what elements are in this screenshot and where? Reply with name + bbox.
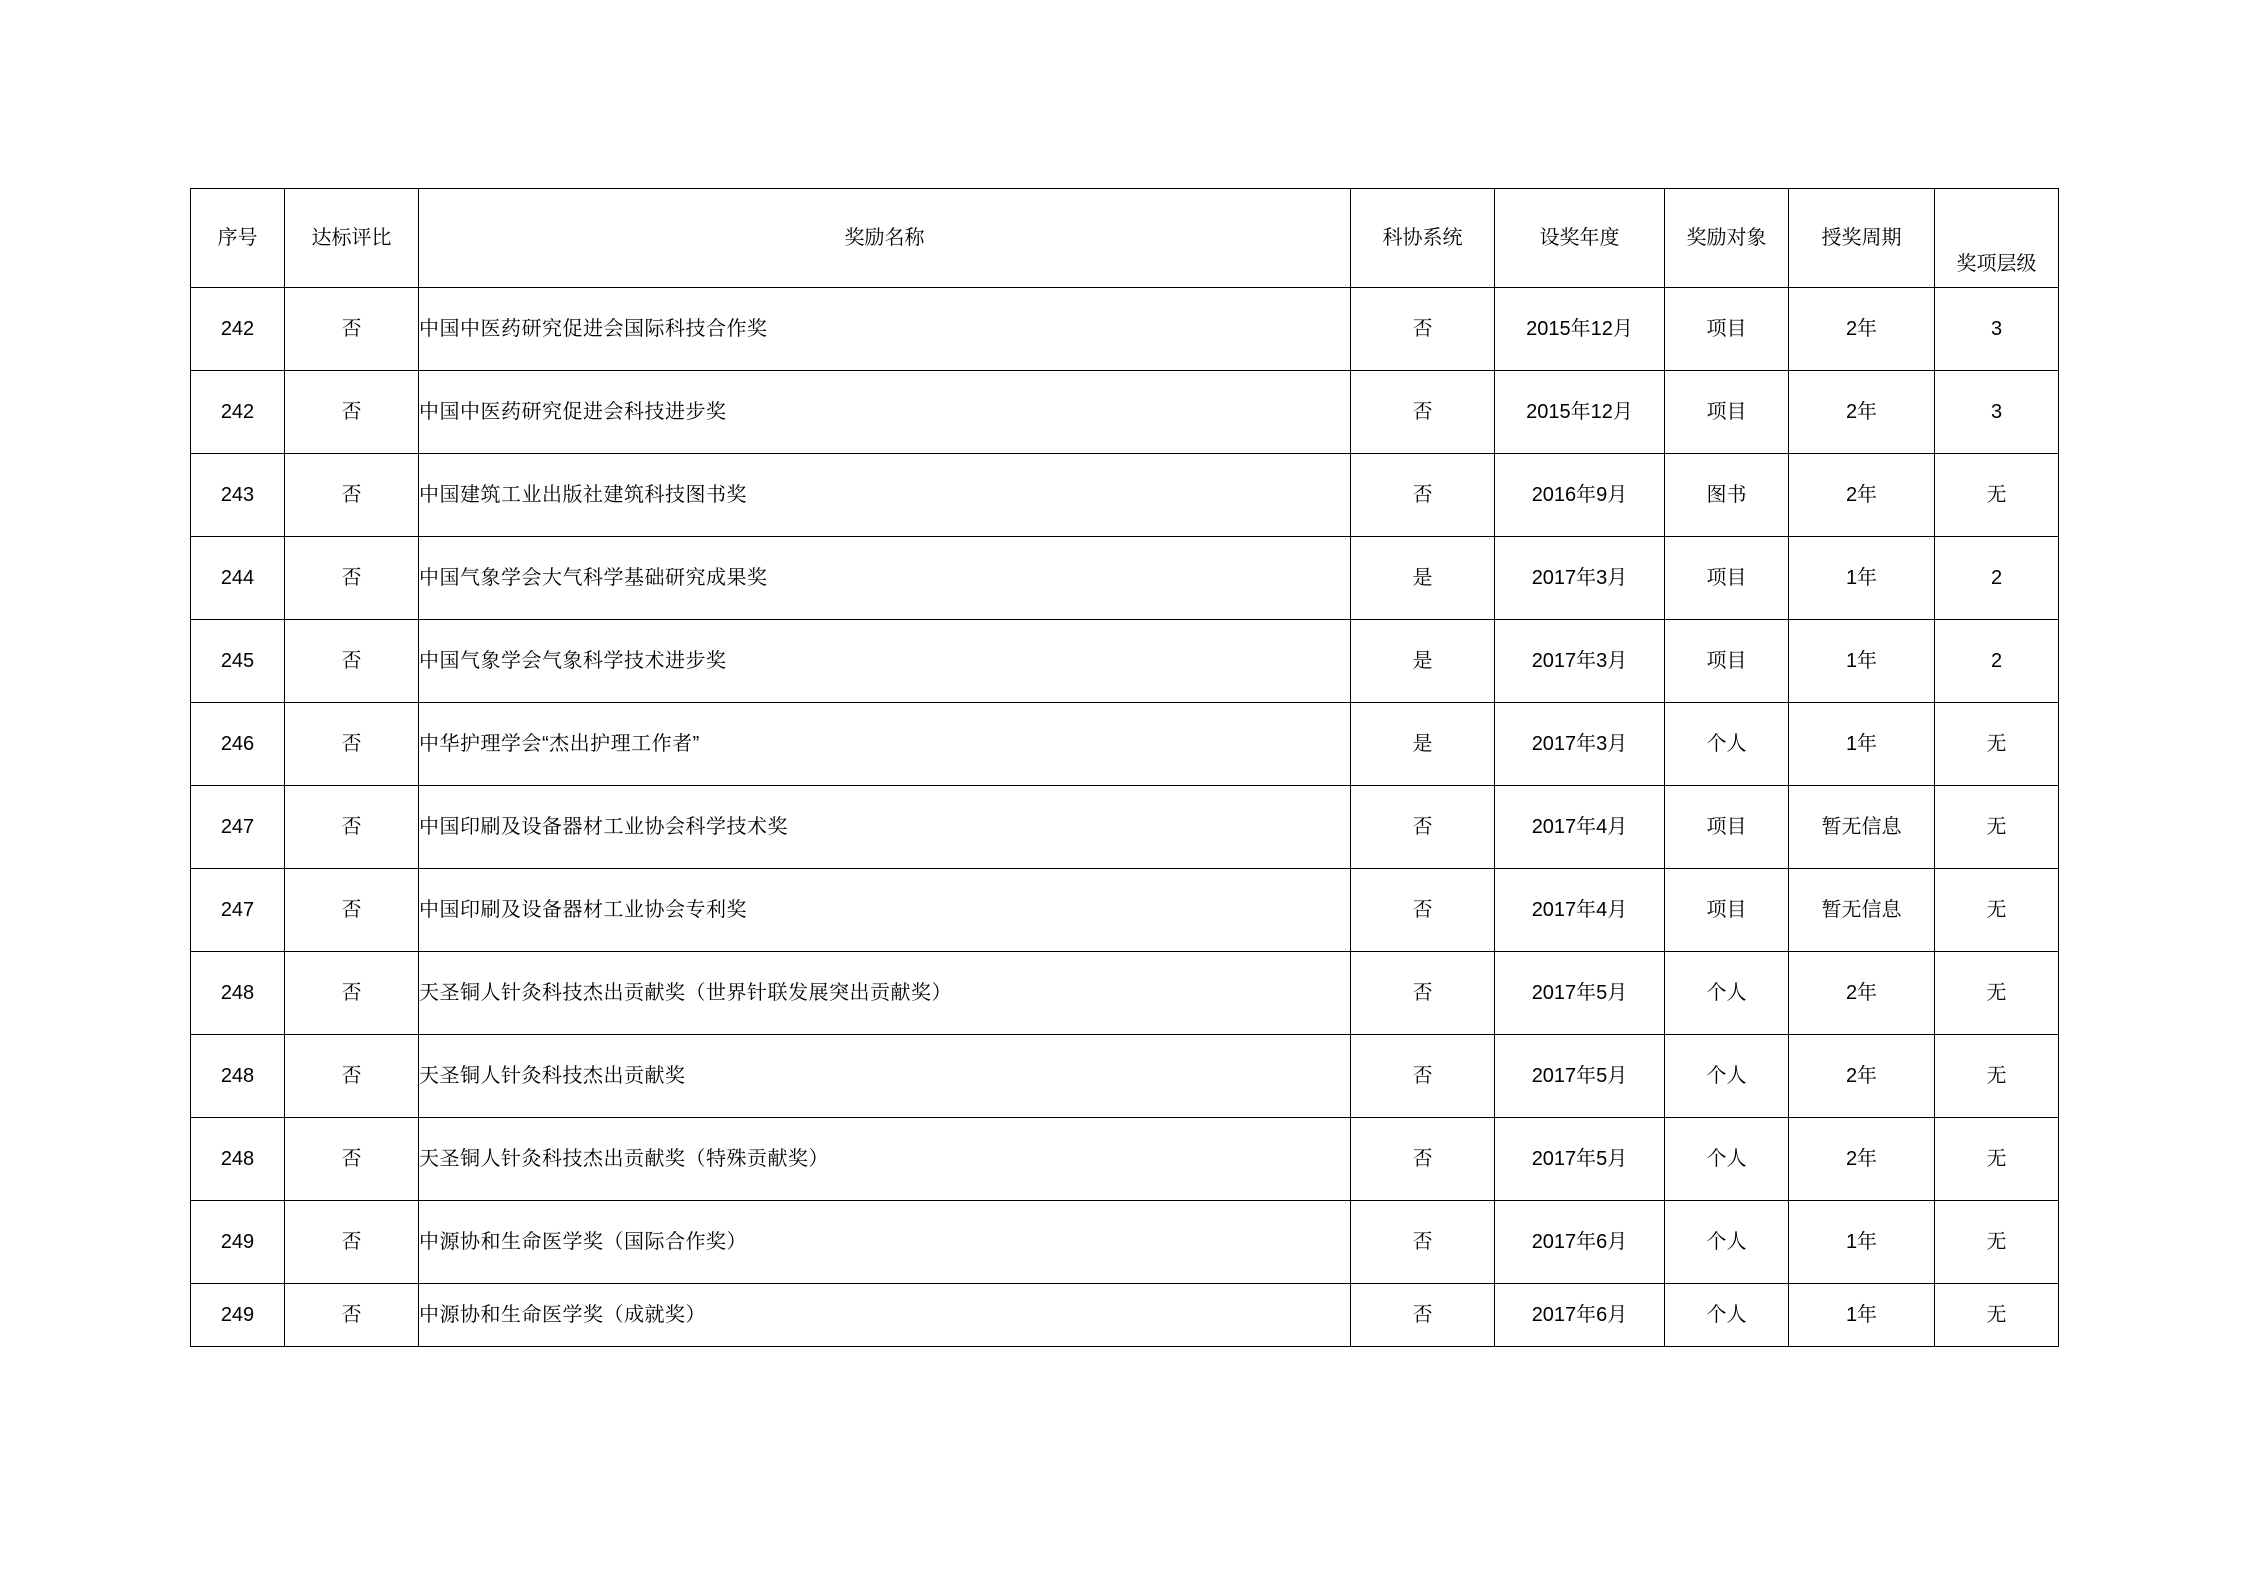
table-row (191, 1201, 2059, 1284)
cell-seq: 242 (191, 371, 285, 454)
cell-award-object: 项目 (1665, 537, 1789, 620)
cell-association-system: 否 (1351, 1035, 1495, 1118)
cell-seq: 248 (191, 952, 285, 1035)
cell-award-level: 无 (1935, 786, 2059, 869)
cell-award-object: 项目 (1665, 786, 1789, 869)
cell-award-cycle: 2年 (1789, 1035, 1935, 1118)
cell-standard-review: 否 (285, 454, 419, 537)
cell-award-cycle: 2年 (1789, 371, 1935, 454)
cell-association-system: 否 (1351, 786, 1495, 869)
cell-seq: 243 (191, 454, 285, 537)
cell-award-cycle: 2年 (1789, 952, 1935, 1035)
column-header-year: 设奖年度 (1495, 189, 1665, 288)
column-header-award-object: 奖励对象 (1665, 189, 1789, 288)
cell-year: 2017年5月 (1495, 1035, 1665, 1118)
cell-award-object: 个人 (1665, 1035, 1789, 1118)
column-header-association-system: 科协系统 (1351, 189, 1495, 288)
cell-standard-review: 否 (285, 1284, 419, 1347)
cell-award-object: 个人 (1665, 1201, 1789, 1284)
cell-association-system: 否 (1351, 1201, 1495, 1284)
cell-award-cycle: 2年 (1789, 288, 1935, 371)
cell-award-level: 无 (1935, 952, 2059, 1035)
cell-seq: 247 (191, 786, 285, 869)
cell-seq: 242 (191, 288, 285, 371)
cell-award-level: 无 (1935, 1284, 2059, 1347)
cell-award-object: 项目 (1665, 869, 1789, 952)
cell-standard-review: 否 (285, 869, 419, 952)
cell-award-object: 项目 (1665, 288, 1789, 371)
cell-year: 2017年6月 (1495, 1201, 1665, 1284)
cell-award-level: 3 (1935, 371, 2059, 454)
cell-year: 2017年3月 (1495, 620, 1665, 703)
column-header-seq: 序号 (191, 189, 285, 288)
cell-award-cycle: 暂无信息 (1789, 786, 1935, 869)
cell-seq: 246 (191, 703, 285, 786)
cell-award-level: 无 (1935, 869, 2059, 952)
cell-award-name: 天圣铜人针灸科技杰出贡献奖（世界针联发展突出贡献奖） (419, 952, 1351, 1035)
cell-award-level: 2 (1935, 620, 2059, 703)
cell-standard-review: 否 (285, 952, 419, 1035)
table-row (191, 537, 2059, 620)
cell-association-system: 否 (1351, 288, 1495, 371)
column-header-standard-review: 达标评比 (285, 189, 419, 288)
cell-award-name: 中国气象学会气象科学技术进步奖 (419, 620, 1351, 703)
cell-award-name: 中国中医药研究促进会科技进步奖 (419, 371, 1351, 454)
cell-association-system: 否 (1351, 454, 1495, 537)
cell-award-cycle: 1年 (1789, 703, 1935, 786)
cell-standard-review: 否 (285, 371, 419, 454)
table-row (191, 869, 2059, 952)
cell-award-level: 无 (1935, 703, 2059, 786)
cell-award-name: 中国印刷及设备器材工业协会科学技术奖 (419, 786, 1351, 869)
cell-seq: 249 (191, 1284, 285, 1347)
table-row (191, 371, 2059, 454)
cell-seq: 245 (191, 620, 285, 703)
cell-year: 2017年5月 (1495, 952, 1665, 1035)
cell-award-cycle: 1年 (1789, 1201, 1935, 1284)
cell-award-name: 天圣铜人针灸科技杰出贡献奖（特殊贡献奖） (419, 1118, 1351, 1201)
cell-seq: 244 (191, 537, 285, 620)
cell-standard-review: 否 (285, 537, 419, 620)
table-row (191, 620, 2059, 703)
cell-year: 2017年3月 (1495, 703, 1665, 786)
cell-award-name: 中国印刷及设备器材工业协会专利奖 (419, 869, 1351, 952)
column-header-award-level: 奖项层级 (1935, 189, 2059, 288)
cell-award-level: 无 (1935, 454, 2059, 537)
cell-standard-review: 否 (285, 288, 419, 371)
cell-association-system: 否 (1351, 371, 1495, 454)
table-row (191, 703, 2059, 786)
cell-year: 2015年12月 (1495, 371, 1665, 454)
cell-award-cycle: 2年 (1789, 454, 1935, 537)
cell-association-system: 是 (1351, 537, 1495, 620)
table-row (191, 288, 2059, 371)
cell-award-name: 中国气象学会大气科学基础研究成果奖 (419, 537, 1351, 620)
cell-year: 2015年12月 (1495, 288, 1665, 371)
cell-award-object: 项目 (1665, 620, 1789, 703)
column-header-award-name: 奖励名称 (419, 189, 1351, 288)
cell-award-name: 中国建筑工业出版社建筑科技图书奖 (419, 454, 1351, 537)
cell-year: 2017年4月 (1495, 786, 1665, 869)
cell-award-level: 2 (1935, 537, 2059, 620)
cell-award-level: 无 (1935, 1201, 2059, 1284)
cell-award-object: 个人 (1665, 952, 1789, 1035)
column-header-award-cycle: 授奖周期 (1789, 189, 1935, 288)
cell-year: 2017年5月 (1495, 1118, 1665, 1201)
cell-seq: 248 (191, 1118, 285, 1201)
cell-award-level: 无 (1935, 1118, 2059, 1201)
award-table-container (190, 188, 2058, 1347)
cell-association-system: 是 (1351, 703, 1495, 786)
cell-year: 2017年3月 (1495, 537, 1665, 620)
table-row (191, 1118, 2059, 1201)
cell-award-level: 3 (1935, 288, 2059, 371)
cell-association-system: 否 (1351, 1284, 1495, 1347)
cell-standard-review: 否 (285, 620, 419, 703)
cell-award-name: 天圣铜人针灸科技杰出贡献奖 (419, 1035, 1351, 1118)
cell-seq: 248 (191, 1035, 285, 1118)
cell-award-cycle: 2年 (1789, 1118, 1935, 1201)
cell-award-name: 中华护理学会“杰出护理工作者” (419, 703, 1351, 786)
table-row (191, 786, 2059, 869)
cell-standard-review: 否 (285, 786, 419, 869)
cell-seq: 249 (191, 1201, 285, 1284)
cell-year: 2016年9月 (1495, 454, 1665, 537)
cell-award-cycle: 暂无信息 (1789, 869, 1935, 952)
cell-standard-review: 否 (285, 1118, 419, 1201)
cell-standard-review: 否 (285, 703, 419, 786)
cell-award-object: 个人 (1665, 1118, 1789, 1201)
cell-year: 2017年6月 (1495, 1284, 1665, 1347)
cell-award-object: 项目 (1665, 371, 1789, 454)
cell-award-object: 个人 (1665, 703, 1789, 786)
cell-standard-review: 否 (285, 1201, 419, 1284)
table-row (191, 1035, 2059, 1118)
cell-award-object: 个人 (1665, 1284, 1789, 1347)
cell-award-name: 中源协和生命医学奖（成就奖） (419, 1284, 1351, 1347)
cell-seq: 247 (191, 869, 285, 952)
table-header (191, 189, 2059, 288)
table-row (191, 454, 2059, 537)
cell-award-name: 中国中医药研究促进会国际科技合作奖 (419, 288, 1351, 371)
cell-award-cycle: 1年 (1789, 537, 1935, 620)
cell-award-cycle: 1年 (1789, 1284, 1935, 1347)
cell-association-system: 否 (1351, 869, 1495, 952)
award-table (190, 188, 2059, 1347)
cell-association-system: 否 (1351, 1118, 1495, 1201)
cell-award-object: 图书 (1665, 454, 1789, 537)
table-header-row (191, 189, 2059, 288)
cell-award-name: 中源协和生命医学奖（国际合作奖） (419, 1201, 1351, 1284)
table-row (191, 952, 2059, 1035)
cell-standard-review: 否 (285, 1035, 419, 1118)
cell-year: 2017年4月 (1495, 869, 1665, 952)
cell-award-cycle: 1年 (1789, 620, 1935, 703)
cell-award-level: 无 (1935, 1035, 2059, 1118)
table-row (191, 1284, 2059, 1347)
cell-association-system: 是 (1351, 620, 1495, 703)
cell-association-system: 否 (1351, 952, 1495, 1035)
table-body (191, 288, 2059, 1347)
